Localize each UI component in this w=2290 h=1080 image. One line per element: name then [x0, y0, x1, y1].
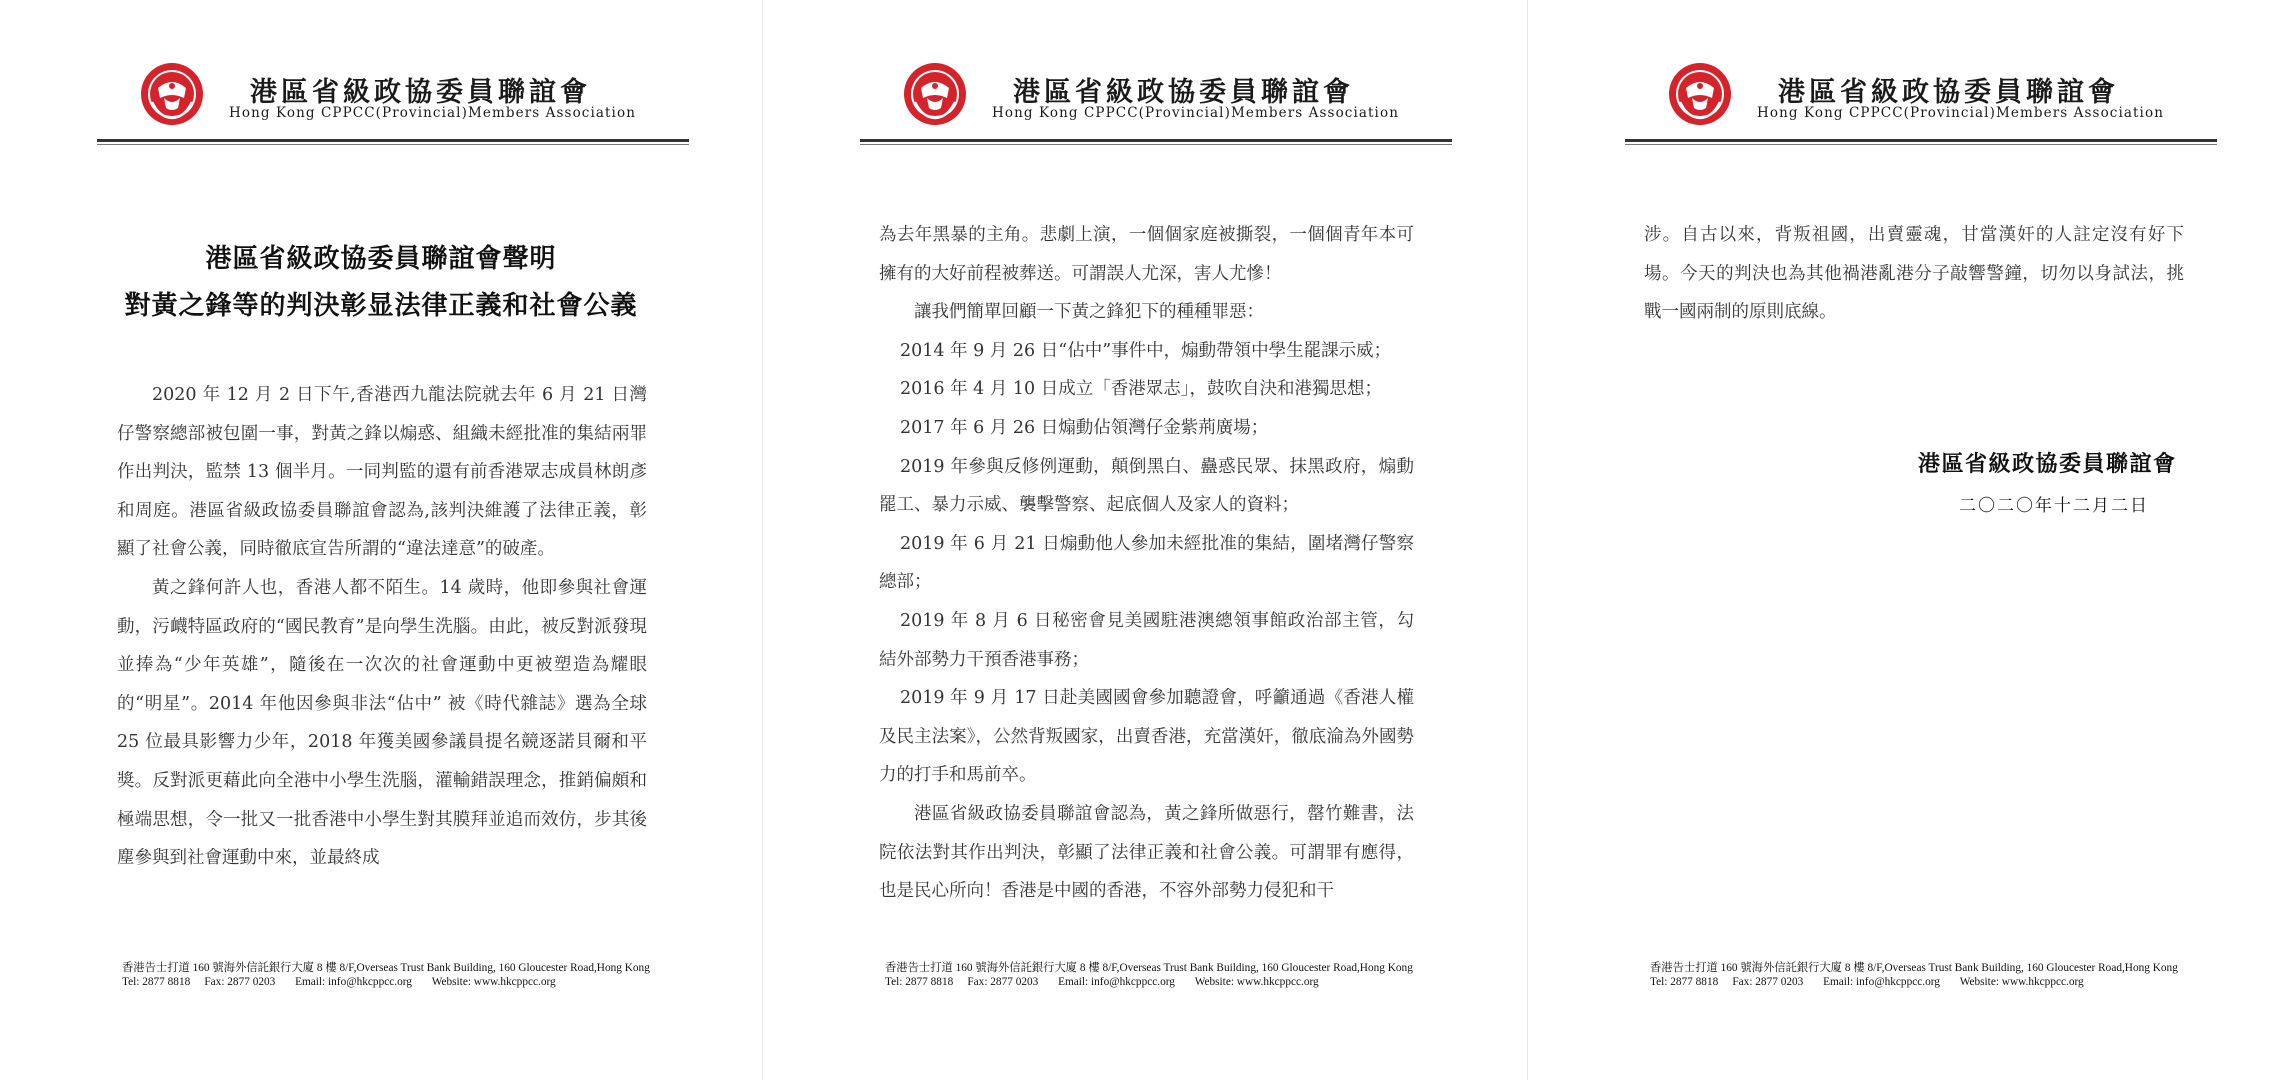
footer-email: Email: info@hkcppcc.org	[1823, 976, 1940, 988]
letterhead-footer	[122, 961, 650, 989]
association-emblem-icon	[903, 62, 967, 126]
list-item: 2014 年 9 月 26 日“佔中”事件中，煽動帶領中學生罷課示威；	[900, 340, 1392, 361]
paragraph: 黃之鋒何許人也，香港人都不陌生。14 歲時，他即參與社會運動，污衊特區政府的“國民教育”是向學生洗腦。由此，被反對派發現並捧為“少年英雄”，隨後在一次次的社會運動中更被塑造為耀眼的“明星”。2014 年他因參與非法“佔中” 被《時代雜誌》選為全球 25 位最具影響力少年，2018 年獲美國參議員提名競逐諾貝爾和平獎。反對派更藉此向全港中小學生洗腦，灌輸錯誤理念，推銷偏頗和極端思想，令一批又一批香港中小學生對其膜拜並追而效仿，步其後塵參與到社會運動中來，並最終成	[117, 577, 647, 869]
org-name-chinese: 港區省級政協委員聯誼會	[1778, 77, 2119, 108]
document-page-3	[1528, 0, 2290, 1080]
paragraph: 2020 年 12 月 2 日下午,香港西九龍法院就去年 6 月 21 日灣仔警察總部被包圍一事，對黃之鋒以煽惑、組織未經批准的集結兩罪作出判決，監禁 13 個半月。一同判監的還有前香港眾志成員林朗彥和周庭。港區省級政協委員聯誼會認為,該判決維護了法律正義，彰顯了社會公義，同時徹底宣告所謂的“違法達意”的破產。	[117, 385, 647, 560]
paragraph: 港區省級政協委員聯誼會認為，黃之鋒所做惡行，罄竹難書，法院依法對其作出判決，彰顯了法律正義和社會公義。可謂罪有應得，也是民心所向！香港是中國的香港，不容外部勢力侵犯和干	[879, 803, 1414, 902]
list-item: 2019 年 9 月 17 日赴美國國會參加聽證會，呼籲通過《香港人權及民主法案》，公然背叛國家，出賣香港，充當漢奸，徹底淪為外國勢力的打手和馬前卒。	[879, 688, 1414, 786]
org-name-english: Hong Kong CPPCC(Provincial)Members Association	[229, 105, 636, 121]
footer-website: Website: www.hkcppcc.org	[1959, 976, 2084, 988]
letterhead-divider	[97, 139, 689, 145]
paragraph: 讓我們簡單回顧一下黃之鋒犯下的種種罪惡：	[914, 302, 1264, 323]
list-item: 2017 年 6 月 26 日煽動佔領灣仔金紫荊廣場；	[900, 417, 1269, 438]
letterhead	[140, 62, 660, 132]
signature-organization: 港區省級政協委員聯誼會	[1918, 451, 2177, 477]
footer-website: Website: www.hkcppcc.org	[1194, 976, 1319, 988]
letterhead	[1668, 62, 2188, 132]
footer-tel: Tel: 2877 8818	[885, 976, 954, 988]
org-name-chinese: 港區省級政協委員聯誼會	[1013, 77, 1354, 108]
org-name-english: Hong Kong CPPCC(Provincial)Members Association	[1757, 105, 2164, 121]
statement-subtitle: 對黃之鋒等的判決彰显法律正義和社會公義	[124, 291, 638, 321]
footer-address: 香港告士打道 160 號海外信託銀行大廈 8 樓 8/F,Overseas Trust Bank Building, 160 Gloucester Road,Hong Kong	[122, 962, 650, 974]
list-item: 2016 年 4 月 10 日成立「香港眾志」，鼓吹自決和港獨思想；	[900, 379, 1383, 400]
footer-contact	[1650, 975, 2178, 989]
paragraph: 為去年黑暴的主角。悲劇上演，一個個家庭被撕裂，一個個青年本可擁有的大好前程被葬送。可謂誤人尤深，害人尤慘！	[879, 225, 1414, 284]
footer-address: 香港告士打道 160 號海外信託銀行大廈 8 樓 8/F,Overseas Trust Bank Building, 160 Gloucester Road,Hong Kong	[885, 962, 1413, 974]
association-emblem-icon	[140, 62, 204, 126]
statement-body	[117, 376, 647, 878]
document-page-1	[0, 0, 762, 1080]
org-name-chinese: 港區省級政協委員聯誼會	[250, 77, 591, 108]
org-name-english: Hong Kong CPPCC(Provincial)Members Association	[992, 105, 1399, 121]
footer-fax: Fax: 2877 0203	[967, 976, 1039, 988]
footer-tel: Tel: 2877 8818	[122, 976, 191, 988]
footer-fax: Fax: 2877 0203	[204, 976, 276, 988]
paragraph: 涉。自古以來，背叛祖國，出賣靈魂，甘當漢奸的人註定沒有好下場。今天的判決也為其他禍港亂港分子敲響警鐘，切勿以身試法，挑戰一國兩制的原則底線。	[1644, 225, 2184, 323]
letterhead-footer	[1650, 961, 2178, 989]
footer-address: 香港告士打道 160 號海外信託銀行大廈 8 樓 8/F,Overseas Trust Bank Building, 160 Gloucester Road,Hong Kong	[1650, 962, 2178, 974]
statement-body	[1644, 216, 2184, 332]
list-item: 2019 年參與反修例運動，顛倒黑白、蠱惑民眾、抹黑政府，煽動罷工、暴力示威、襲擊警察、起底個人及家人的資料；	[879, 456, 1414, 516]
letterhead-divider	[1625, 139, 2217, 145]
letterhead-footer	[885, 961, 1413, 989]
list-item: 2019 年 6 月 21 日煽動他人參加未經批准的集結，圍堵灣仔警察總部；	[879, 533, 1414, 593]
statement-body	[879, 216, 1414, 911]
letterhead-divider	[860, 139, 1452, 145]
footer-contact	[885, 975, 1413, 989]
letterhead	[903, 62, 1423, 132]
footer-email: Email: info@hkcppcc.org	[1058, 976, 1175, 988]
footer-fax: Fax: 2877 0203	[1732, 976, 1804, 988]
association-emblem-icon	[1668, 62, 1732, 126]
footer-website: Website: www.hkcppcc.org	[431, 976, 556, 988]
footer-email: Email: info@hkcppcc.org	[295, 976, 412, 988]
statement-title: 港區省級政協委員聯誼會聲明	[205, 244, 557, 274]
document-page-2	[763, 0, 1527, 1080]
footer-contact	[122, 975, 650, 989]
footer-tel: Tel: 2877 8818	[1650, 976, 1719, 988]
signature-date: 二〇二〇年十二月二日	[1959, 496, 2149, 516]
list-item: 2019 年 8 月 6 日秘密會見美國駐港澳總領事館政治部主管，勾結外部勢力干預香港事務；	[879, 610, 1414, 670]
